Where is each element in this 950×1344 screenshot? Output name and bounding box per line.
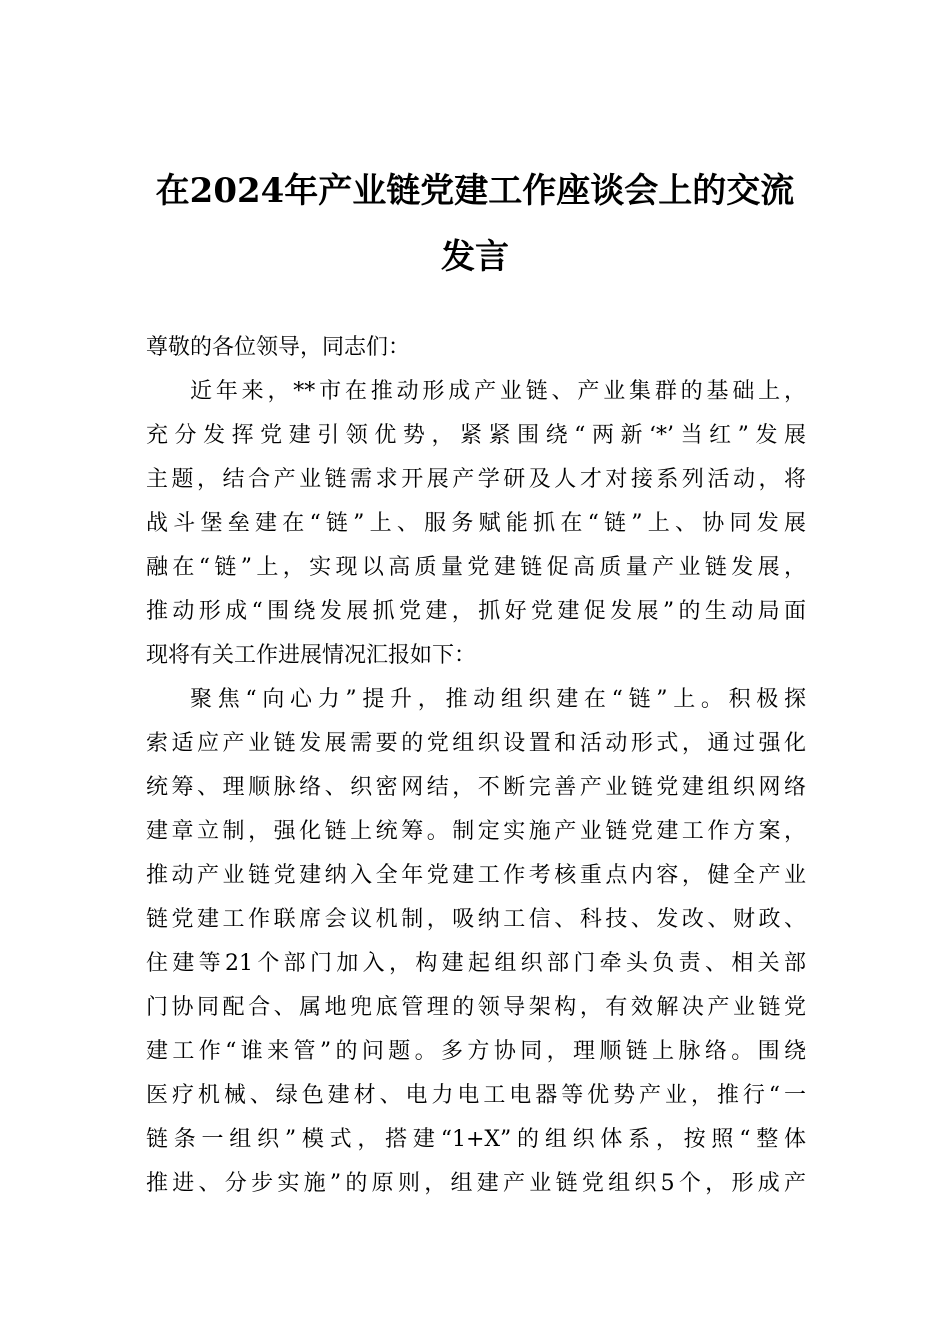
paragraph-line: 门协同配合、属地兜底管理的领导架构，有效解决产业链党 bbox=[146, 995, 806, 1020]
paragraph-line: 现将有关工作进展情况汇报如下： bbox=[146, 643, 477, 668]
paragraph-line: 建工作“谁来管”的问题。多方协同，理顺链上脉络。围绕 bbox=[146, 1039, 806, 1064]
greeting: 尊敬的各位领导，同志们： bbox=[146, 335, 411, 360]
paragraph-line: 推动形成“围绕发展抓党建，抓好党建促发展”的生动局面 bbox=[146, 599, 806, 624]
paragraph-line: 聚焦“向心力”提升，推动组织建在“链”上。积极探 bbox=[190, 687, 806, 712]
paragraph-line: 住建等21个部门加入，构建起组织部门牵头负责、相关部 bbox=[146, 951, 806, 976]
paragraph-line: 融在“链”上，实现以高质量党建链促高质量产业链发展， bbox=[146, 555, 806, 580]
paragraph-line: 统筹、理顺脉络、织密网结，不断完善产业链党建组织网络 bbox=[146, 775, 806, 800]
paragraph-line: 战斗堡垒建在“链”上、服务赋能抓在“链”上、协同发展 bbox=[146, 511, 806, 536]
paragraph-1 bbox=[146, 370, 806, 678]
paragraph-line: 建章立制，强化链上统筹。制定实施产业链党建工作方案， bbox=[146, 819, 806, 844]
paragraph-line: 链条一组织”模式，搭建“1+X”的组织体系，按照“整体 bbox=[146, 1127, 806, 1152]
paragraph-line: 主题，结合产业链需求开展产学研及人才对接系列活动，将 bbox=[146, 467, 806, 492]
paragraph-2 bbox=[146, 678, 806, 1206]
document-body bbox=[146, 326, 806, 1206]
paragraph-line: 推动产业链党建纳入全年党建工作考核重点内容，健全产业 bbox=[146, 863, 806, 888]
paragraph-line: 链党建工作联席会议机制，吸纳工信、科技、发改、财政、 bbox=[146, 907, 806, 932]
document-title bbox=[120, 158, 830, 290]
paragraph-line: 推进、分步实施”的原则，组建产业链党组织5个，形成产 bbox=[146, 1171, 806, 1196]
title-line-1: 在2024年产业链党建工作座谈会上的交流 bbox=[155, 171, 795, 211]
paragraph-line: 近年来，**市在推动形成产业链、产业集群的基础上， bbox=[190, 379, 806, 404]
title-line-2: 发言 bbox=[441, 237, 509, 277]
paragraph-line: 索适应产业链发展需要的党组织设置和活动形式，通过强化 bbox=[146, 731, 806, 756]
paragraph-line: 充分发挥党建引领优势，紧紧围绕“两新‘*’当红”发展 bbox=[146, 423, 806, 448]
paragraph-line: 医疗机械、绿色建材、电力电工电器等优势产业，推行“一 bbox=[146, 1083, 806, 1108]
